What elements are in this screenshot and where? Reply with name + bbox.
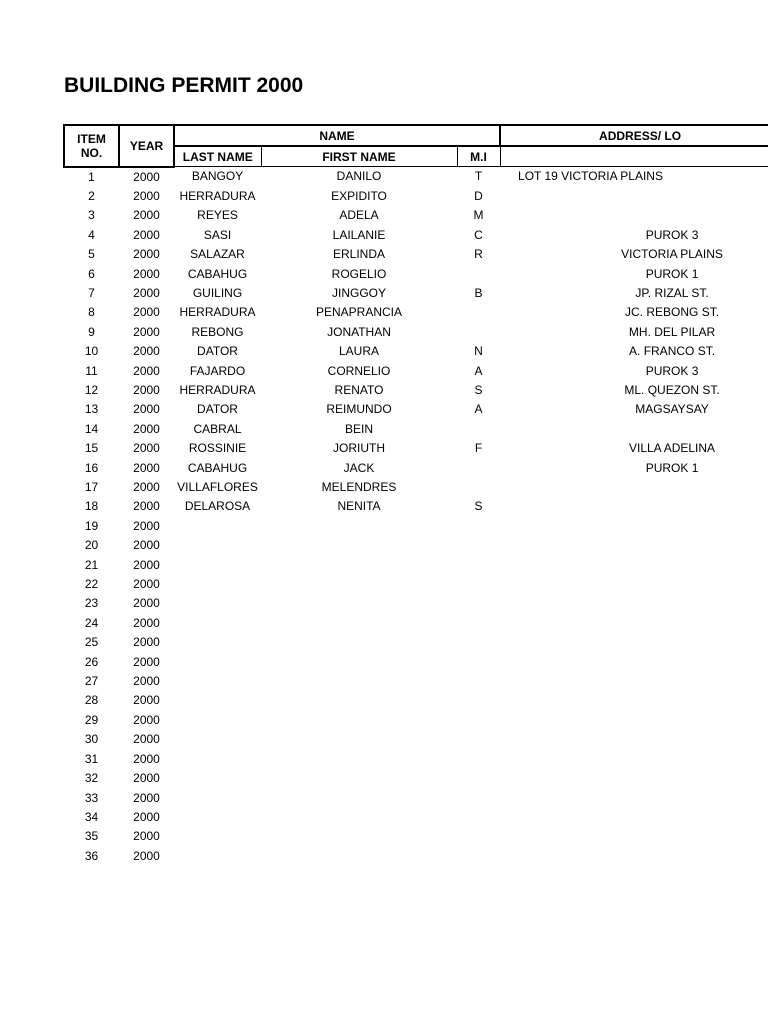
page-title: BUILDING PERMIT 2000 [64,74,304,97]
item-no-cell: 6 [88,266,95,281]
first-name-cell: ROGELIO [331,266,387,281]
address-cell: A. FRANCO ST. [629,344,716,359]
table-row [64,769,768,788]
table-row [64,691,768,710]
permit-sheet [63,124,768,1004]
item-no-cell: 30 [84,732,99,747]
item-no-cell: 29 [84,712,99,727]
year-cell: 2000 [133,538,160,553]
table-row [64,672,768,691]
address-cell [500,827,768,846]
address-header: ADDRESS/ LO [500,125,768,146]
last-name-cell [174,575,261,594]
mi-cell [457,478,500,497]
mi-cell [457,323,500,342]
item-no-cell: 34 [84,809,99,824]
item-no-cell: 13 [84,402,99,417]
year-cell: 2000 [133,596,160,611]
mi-cell [457,459,500,478]
mi-cell: A [474,402,483,417]
item-no-cell: 23 [84,596,99,611]
address-cell: JP. RIZAL ST. [635,285,709,300]
address-cell [500,206,768,225]
year-cell: 2000 [133,654,160,669]
item-no-cell: 16 [84,460,99,475]
year-cell: 2000 [133,227,160,242]
year-cell: 2000 [133,790,160,805]
item-no-cell: 32 [84,771,99,786]
first-name-cell: LAILANIE [332,227,386,242]
year-cell: 2000 [133,441,160,456]
last-name-cell: ROSSINIE [188,441,247,456]
year-cell: 2000 [133,460,160,475]
first-name-cell [261,653,457,672]
year-cell: 2000 [133,247,160,262]
first-name-cell: JACK [343,460,375,475]
last-name-cell [174,827,261,846]
table-row [64,265,768,284]
mi-cell [457,711,500,730]
address-cell: JC. REBONG ST. [625,305,720,320]
address-cell: MH. DEL PILAR [628,324,716,339]
last-name-cell: CABAHUG [187,266,248,281]
first-name-cell [261,594,457,613]
mi-cell: S [474,382,483,397]
last-name-cell [174,594,261,613]
year-cell: 2000 [133,421,160,436]
item-no-cell: 1 [88,169,95,184]
year-cell: 2000 [133,829,160,844]
year-cell: 2000 [133,693,160,708]
address-cell [500,594,768,613]
first-name-cell [261,730,457,749]
first-name-cell [261,808,457,827]
table-row [64,789,768,808]
table-row [64,284,768,303]
last-name-cell: HERRADURA [179,382,256,397]
item-no-header-label: ITEM NO. [77,131,106,160]
mi-cell: M [473,208,484,223]
address-cell: VILLA ADELINA [629,441,716,456]
last-name-cell [174,711,261,730]
year-cell: 2000 [133,809,160,824]
address-cell [500,672,768,691]
first-name-cell: ERLINDA [332,247,385,262]
year-cell: 2000 [133,208,160,223]
address-cell: PUROK 1 [645,460,699,475]
year-cell: 2000 [133,480,160,494]
item-no-cell: 20 [84,538,99,553]
address-cell [500,691,768,710]
item-no-cell: 24 [84,615,99,630]
year-cell: 2000 [133,305,160,320]
mi-cell [457,827,500,846]
mi-cell [457,517,500,536]
first-name-cell: MELENDRES [321,480,397,494]
mi-cell [457,769,500,788]
item-no-cell: 36 [84,848,99,863]
item-no-cell: 9 [88,324,95,339]
mi-cell [457,750,500,769]
year-cell: 2000 [133,518,160,533]
year-cell: 2000 [133,577,160,592]
permit-table [63,124,768,866]
last-name-cell [174,847,261,866]
mi-header: M.I [457,146,500,167]
table-row [64,594,768,613]
item-no-cell: 11 [85,363,98,378]
item-no-cell: 35 [84,829,99,844]
first-name-cell [261,614,457,633]
mi-cell [457,808,500,827]
year-cell: 2000 [133,557,160,572]
item-no-cell: 7 [88,285,95,300]
last-name-cell: DATOR [197,402,238,417]
last-name-cell [174,653,261,672]
mi-cell [457,614,500,633]
table-header [64,125,768,167]
mi-cell [457,789,500,808]
last-name-cell [174,672,261,691]
table-row [64,827,768,846]
first-name-cell: LAURA [338,344,379,359]
first-name-cell: JONATHAN [327,324,391,339]
last-name-cell: REYES [197,208,238,223]
mi-cell: N [474,344,483,359]
last-name-cell [174,556,261,575]
address-cell [500,536,768,555]
first-name-cell [261,847,457,866]
table-row [64,167,768,187]
address-cell [500,614,768,633]
year-cell: 2000 [133,771,160,786]
year-cell: 2000 [133,324,160,339]
first-name-cell [261,672,457,691]
last-name-cell: SASI [203,227,232,242]
table-row [64,226,768,245]
first-name-cell [261,575,457,594]
first-name-cell: DANILO [336,169,382,184]
address-cell: PUROK 3 [645,363,699,378]
last-name-cell: BANGOY [191,169,244,184]
address-cell [500,187,768,206]
mi-cell: R [474,247,483,262]
table-row [64,323,768,342]
last-name-cell: CABRAL [193,421,242,436]
address-cell: VICTORIA PLAINS [621,247,723,262]
table-row [64,614,768,633]
first-name-cell [261,633,457,652]
last-name-cell [174,730,261,749]
first-name-cell [261,691,457,710]
item-no-cell: 21 [84,557,99,572]
year-cell: 2000 [133,188,160,203]
first-name-cell: BEIN [344,421,373,436]
first-name-cell: CORNELIO [327,363,391,378]
mi-cell [457,653,500,672]
last-name-cell: VILLAFLORES [177,480,258,494]
address-subheader [500,146,768,167]
last-name-cell: HERRADURA [179,305,256,320]
address-cell [500,847,768,866]
year-cell: 2000 [133,499,160,514]
mi-cell: B [474,285,483,300]
table-body [64,167,768,867]
address-cell: PUROK 1 [645,266,699,281]
year-cell: 2000 [133,848,160,863]
table-row [64,633,768,652]
first-name-cell [261,789,457,808]
table-row [64,362,768,381]
address-cell [500,497,768,516]
year-cell: 2000 [133,674,160,689]
item-no-cell: 25 [84,635,99,650]
address-cell: MAGSAYSAY [635,402,709,417]
first-name-cell [261,517,457,536]
item-no-cell: 22 [84,577,99,592]
mi-cell: D [474,188,483,203]
table-row [64,556,768,575]
address-cell [500,653,768,672]
table-row [64,847,768,866]
mi-cell: A [474,363,483,378]
last-name-cell [174,633,261,652]
table-row [64,517,768,536]
last-name-cell [174,536,261,555]
mi-cell [457,633,500,652]
mi-cell [457,265,500,284]
mi-cell [457,420,500,439]
last-name-cell [174,769,261,788]
address-cell [500,575,768,594]
table-row [64,420,768,439]
address-cell: LOT 19 VICTORIA PLAINS [518,169,663,184]
last-name-cell: SALAZAR [190,247,245,262]
item-no-cell: 27 [84,674,99,689]
item-no-cell: 15 [84,441,99,456]
first-name-cell [261,711,457,730]
last-name-cell [174,614,261,633]
item-no-cell: 5 [88,247,95,262]
mi-cell [457,303,500,322]
address-cell [500,711,768,730]
last-name-cell: DELAROSA [184,499,251,514]
item-no-cell: 28 [84,693,99,708]
mi-cell [457,730,500,749]
first-name-header: FIRST NAME [261,146,457,167]
address-cell [500,808,768,827]
first-name-cell: JORIUTH [333,441,385,456]
year-cell: 2000 [133,712,160,727]
year-cell: 2000 [133,732,160,747]
year-cell: 2000 [133,169,160,184]
item-no-cell: 26 [84,654,99,669]
mi-cell [457,536,500,555]
table-row [64,245,768,264]
table-row [64,575,768,594]
year-cell: 2000 [133,344,160,359]
mi-cell [457,847,500,866]
address-cell [500,478,768,497]
mi-cell [457,575,500,594]
table-row [64,459,768,478]
item-no-cell: 10 [84,344,99,359]
table-row [64,187,768,206]
last-name-cell [174,517,261,536]
year-cell: 2000 [133,285,160,300]
mi-cell [457,672,500,691]
address-cell [500,750,768,769]
year-cell: 2000 [133,751,160,766]
item-no-cell: 8 [88,305,95,320]
table-row [64,439,768,458]
address-cell [500,789,768,808]
item-no-cell: 2 [88,188,95,203]
item-no-cell: 12 [84,382,99,397]
mi-cell: T [474,169,483,184]
first-name-cell: ADELA [339,208,379,223]
year-cell: 2000 [133,382,160,397]
table-row [64,303,768,322]
item-no-cell: 31 [84,751,99,766]
mi-cell [457,691,500,710]
name-header: NAME [174,125,500,146]
table-row [64,206,768,225]
first-name-cell [261,827,457,846]
item-no-cell: 33 [84,790,99,805]
address-cell [500,633,768,652]
last-name-cell: CABAHUG [187,460,248,475]
address-cell [500,517,768,536]
table-row [64,750,768,769]
address-cell [500,556,768,575]
table-row [64,730,768,749]
item-no-cell: 17 [84,480,99,494]
first-name-cell: PENAPRANCIA [315,305,403,320]
year-cell: 2000 [133,402,160,417]
mi-cell [457,594,500,613]
last-name-cell [174,789,261,808]
table-row [64,381,768,400]
first-name-cell [261,536,457,555]
last-name-cell: FAJARDO [189,363,246,378]
address-cell [500,769,768,788]
first-name-cell [261,769,457,788]
table-row [64,536,768,555]
last-name-cell: DATOR [197,344,238,359]
year-cell: 2000 [133,266,160,281]
year-cell: 2000 [133,615,160,630]
item-no-cell: 14 [84,421,99,436]
first-name-cell: NENITA [337,499,381,514]
address-cell: PUROK 3 [645,227,699,242]
mi-cell: F [474,441,483,456]
table-row [64,400,768,419]
mi-cell [457,556,500,575]
item-no-cell: 4 [88,227,95,242]
first-name-cell: RENATO [334,382,384,397]
table-row [64,478,768,497]
table-row [64,497,768,516]
mi-cell: C [474,227,483,242]
year-header: YEAR [119,125,174,167]
first-name-cell [261,556,457,575]
address-cell [500,730,768,749]
item-no-cell: 3 [88,208,95,223]
item-no-cell: 19 [84,518,99,533]
year-cell: 2000 [133,363,160,378]
mi-cell: S [474,499,483,514]
first-name-cell: EXPIDITO [331,188,387,203]
item-no-header [64,125,119,167]
last-name-cell: GUILING [192,285,243,300]
year-cell: 2000 [133,635,160,650]
address-cell: ML. QUEZON ST. [624,382,720,397]
last-name-cell [174,808,261,827]
table-row [64,711,768,730]
table-row [64,342,768,361]
first-name-cell: JINGGOY [331,285,386,300]
address-cell [500,420,768,439]
first-name-cell: REIMUNDO [326,402,392,417]
first-name-cell [261,750,457,769]
table-row [64,808,768,827]
item-no-cell: 18 [84,499,99,514]
last-name-cell [174,691,261,710]
last-name-cell: REBONG [191,324,244,339]
table-row [64,653,768,672]
last-name-cell: HERRADURA [179,188,256,203]
last-name-header: LAST NAME [174,146,261,167]
last-name-cell [174,750,261,769]
